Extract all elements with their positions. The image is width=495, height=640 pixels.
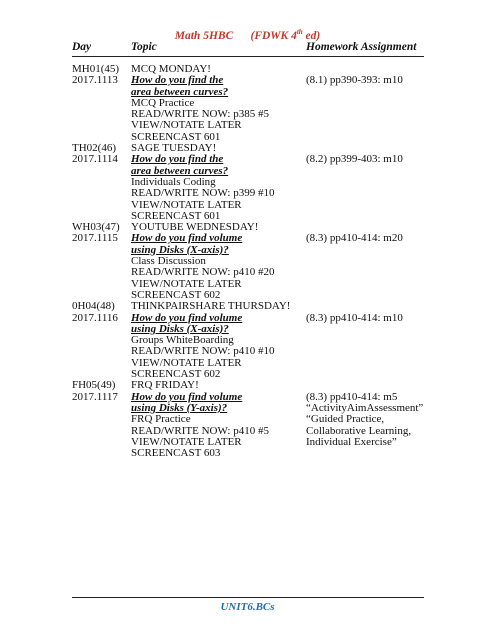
read-write-now: READ/WRITE NOW: p385 #5 <box>131 108 269 121</box>
topic-cell <box>131 64 306 143</box>
day-theme: MCQ MONDAY! <box>131 63 211 75</box>
homework-line: (8.3) pp410-414: m20 <box>306 232 403 245</box>
screencast: SCREENCAST 601 <box>131 209 221 222</box>
day-cell <box>72 301 130 324</box>
day-theme: THINKPAIRSHARE THURSDAY! <box>131 300 291 313</box>
read-write-now: READ/WRITE NOW: p399 #10 <box>131 187 275 200</box>
view-notate-later: VIEW/NOTATE LATER <box>131 277 242 290</box>
topic-cell <box>131 143 306 222</box>
textbook-edition: (FDWK 4th ed) <box>250 28 321 42</box>
header-day: Day <box>72 41 92 53</box>
topic-cell <box>131 222 306 301</box>
homework-cell <box>306 233 424 244</box>
day-code: 0H04(48) <box>72 300 115 313</box>
view-notate-later: VIEW/NOTATE LATER <box>131 119 242 132</box>
day-date: 2017.1115 <box>72 232 118 245</box>
day-cell <box>72 64 130 87</box>
view-notate-later: VIEW/NOTATE LATER <box>131 435 242 448</box>
day-code: TH02(46) <box>72 142 116 155</box>
screencast: SCREENCAST 601 <box>131 130 221 143</box>
homework-cell <box>306 75 424 86</box>
schedule-row <box>72 143 424 222</box>
activity: Class Discussion <box>131 255 206 268</box>
read-write-now: READ/WRITE NOW: p410 #5 <box>131 424 269 437</box>
schedule-table <box>72 64 424 459</box>
guiding-question-line2: using Disks (X-axis)? <box>131 243 229 256</box>
homework-line: Collaborative Learning, <box>306 424 412 437</box>
homework-cell <box>306 154 424 165</box>
footer-unit: UNIT6.BCs <box>220 601 275 613</box>
day-cell <box>72 380 130 403</box>
homework-line: “Guided Practice, <box>306 413 385 426</box>
screencast: SCREENCAST 602 <box>131 368 221 381</box>
view-notate-later: VIEW/NOTATE LATER <box>131 356 242 369</box>
schedule-row <box>72 222 424 301</box>
screencast: SCREENCAST 602 <box>131 288 221 301</box>
day-code: WH03(47) <box>72 221 120 234</box>
activity: MCQ Practice <box>131 96 195 109</box>
guiding-question-line2: using Disks (Y-axis)? <box>131 401 228 414</box>
day-cell <box>72 222 130 245</box>
schedule-row <box>72 301 424 380</box>
homework-cell <box>306 313 424 324</box>
header-homework: Homework Assignment <box>306 41 417 53</box>
homework-line: Individual Exercise” <box>306 435 397 448</box>
schedule-row <box>72 64 424 143</box>
day-date: 2017.1116 <box>72 311 118 324</box>
guiding-question-line1: How do you find volume <box>131 311 243 324</box>
homework-line: (8.3) pp410-414: m10 <box>306 311 403 324</box>
read-write-now: READ/WRITE NOW: p410 #10 <box>131 345 275 358</box>
document-title <box>0 28 495 42</box>
guiding-question-line2: using Disks (X-axis)? <box>131 322 229 335</box>
day-date: 2017.1113 <box>72 74 118 87</box>
view-notate-later: VIEW/NOTATE LATER <box>131 198 242 211</box>
guiding-question-line2: area between curves? <box>131 164 229 177</box>
homework-line: (8.1) pp390-393: m10 <box>306 74 403 87</box>
day-date: 2017.1114 <box>72 153 118 166</box>
homework-line: (8.3) pp410-414: m5 <box>306 390 398 403</box>
guiding-question-line1: How do you find volume <box>131 390 243 403</box>
guiding-question-line1: How do you find volume <box>131 232 243 245</box>
activity: Individuals Coding <box>131 175 216 188</box>
homework-cell <box>306 392 424 448</box>
topic-cell <box>131 380 306 459</box>
day-theme: FRQ FRIDAY! <box>131 379 199 392</box>
day-date: 2017.1117 <box>72 390 118 403</box>
read-write-now: READ/WRITE NOW: p410 #20 <box>131 266 275 279</box>
header-topic: Topic <box>131 41 157 53</box>
activity: Groups WhiteBoarding <box>131 334 234 347</box>
column-headers <box>72 41 424 56</box>
topic-cell <box>131 301 306 380</box>
day-theme: SAGE TUESDAY! <box>131 142 217 155</box>
homework-line: (8.2) pp399-403: m10 <box>306 153 403 166</box>
activity: FRQ Practice <box>131 413 191 426</box>
guiding-question-line2: area between curves? <box>131 85 229 98</box>
homework-line: “ActivityAimAssessment” <box>306 401 424 414</box>
day-code: FH05(49) <box>72 379 116 392</box>
guiding-question-line1: How do you find the <box>131 74 224 87</box>
guiding-question-line1: How do you find the <box>131 153 224 166</box>
screencast: SCREENCAST 603 <box>131 447 221 460</box>
header-rule <box>72 56 424 57</box>
day-code: MH01(45) <box>72 63 120 75</box>
schedule-row <box>72 380 424 459</box>
course-name: Math 5HBC <box>174 29 234 42</box>
day-theme: YOUTUBE WEDNESDAY! <box>131 221 259 234</box>
day-cell <box>72 143 130 166</box>
footer-rule <box>72 597 424 598</box>
